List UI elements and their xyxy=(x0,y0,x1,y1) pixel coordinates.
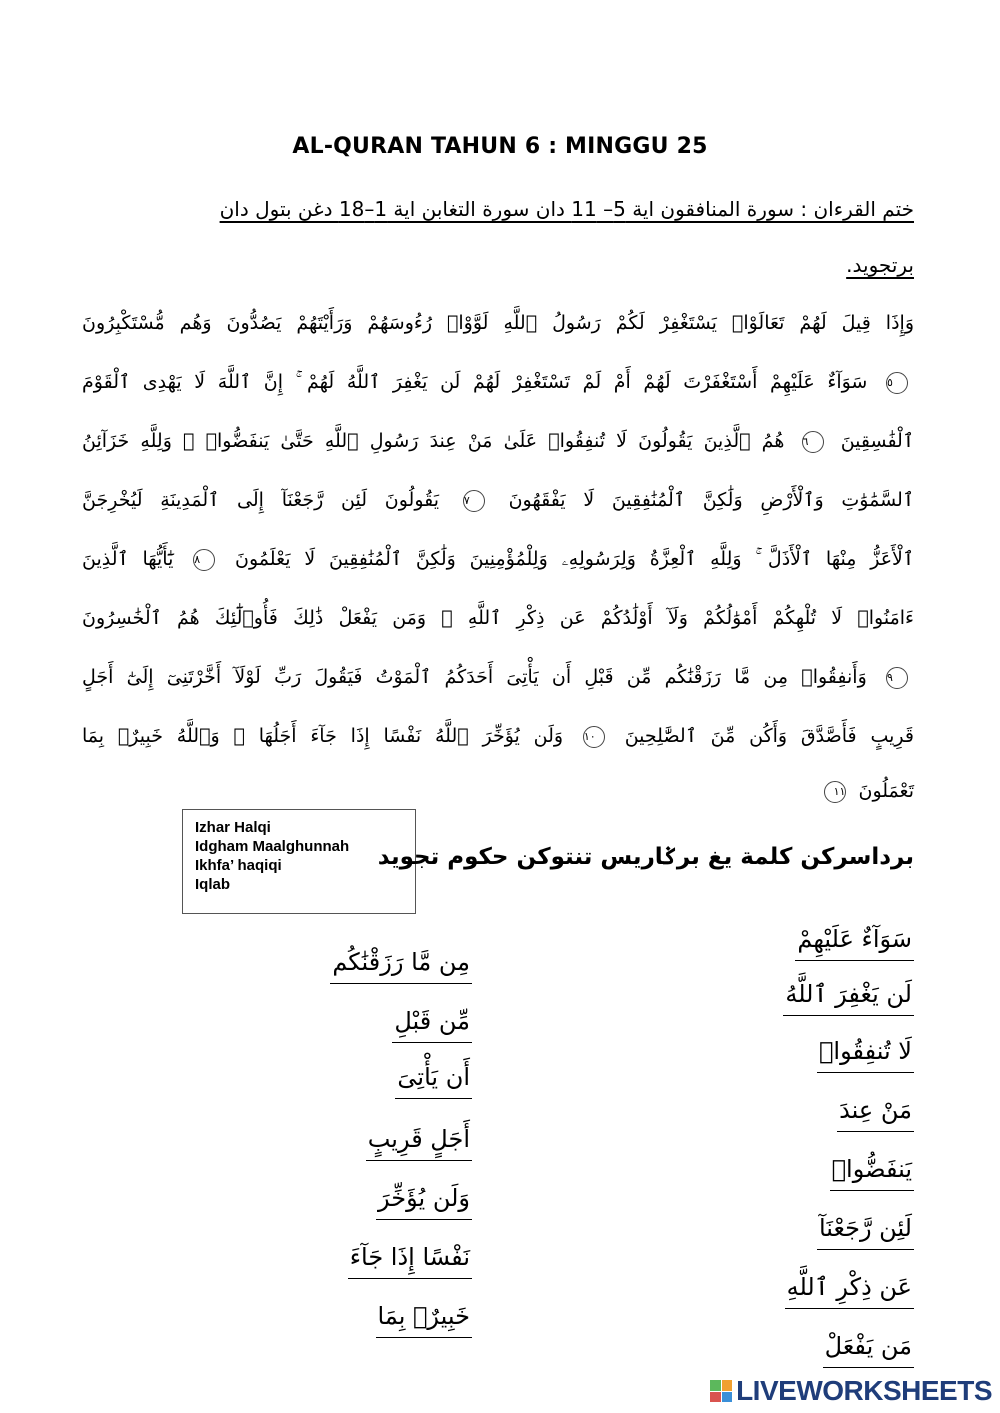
ayah-marker-5: ٥ xyxy=(886,372,908,394)
liveworksheets-brand xyxy=(710,1375,992,1407)
verse-text: يَٰٓأَيُّهَا ٱلَّذِينَ xyxy=(82,548,174,570)
legend-item-ikhfa-haqiqi[interactable]: Ikhfa’ haqiqi xyxy=(195,857,282,874)
verse-text: تَعْمَلُونَ xyxy=(858,780,914,802)
logo-tile-blue xyxy=(722,1392,733,1403)
ayah-marker-6: ٦ xyxy=(802,431,824,453)
verse-line-7 xyxy=(82,666,914,689)
answer-word-7[interactable]: عَن ذِكْرِ ٱللَّهِ xyxy=(785,1270,914,1309)
ayah-marker-11: ١١ xyxy=(824,781,846,803)
page-title: AL-QURAN TAHUN 6 : MINGGU 25 xyxy=(292,134,708,159)
answer-word-5[interactable]: يَنفَضُّوا۟ xyxy=(830,1152,914,1191)
task-heading: برداسركن كلمة يغ برݢاريس تنتوكن حكوم تجويد xyxy=(377,844,914,870)
verse-text: قَرِيبٍ فَأَصَّدَّقَ وَأَكُن مِّنَ ٱلصَّٰلِحِينَ xyxy=(624,725,914,747)
verse-text: وَإِذَا قِيلَ لَهُمْ تَعَالَوْا۟ يَسْتَغْفِرْ لَكُمْ رَسُولُ ٱللَّهِ لَوَّوْا۟ رُءُوسَهُمْ وَرَأَيْتَهُمْ يَصُدُّونَ وَهُم مُّسْتَكْبِرُونَ xyxy=(82,312,914,334)
verse-line-4 xyxy=(82,489,914,512)
answer-word-3[interactable]: لَا تُنفِقُوا۟ xyxy=(817,1034,914,1073)
answer-word-12[interactable]: أَجَلٍ قَرِيبٍ xyxy=(366,1122,472,1161)
instruction-line-1: ختم القرءان : سورة المنافقون اية 5– 11 دان سورة التغابن اية 1–18 دغن بتول دان xyxy=(219,197,914,221)
answer-word-14[interactable]: نَفْسًا إِذَا جَآءَ xyxy=(348,1240,472,1279)
ayah-marker-9: ٩ xyxy=(886,667,908,689)
legend-item-idgham-maalghunnah[interactable]: Idgham Maalghunnah xyxy=(195,838,350,855)
verse-text: وَلَن يُؤَخِّرَ ٱللَّهُ نَفْسًا إِذَا جَآءَ أَجَلُهَا ۚ وَٱللَّهُ خَبِيرٌۢ بِمَا xyxy=(82,725,564,747)
legend-item-iqlab[interactable]: Iqlab xyxy=(195,876,231,893)
answer-word-10[interactable]: مِّن قَبْلِ xyxy=(392,1004,472,1043)
ayah-marker-7: ٧ xyxy=(463,490,485,512)
answer-word-6[interactable]: لَئِن رَّجَعْنَآ xyxy=(817,1211,914,1250)
verse-line-1 xyxy=(82,312,914,334)
answer-word-13[interactable]: وَلَن يُؤَخِّرَ xyxy=(376,1181,472,1220)
verse-line-9 xyxy=(818,780,914,803)
verse-line-5 xyxy=(82,548,914,571)
verse-line-6 xyxy=(82,607,914,629)
verse-text: هُمُ ٱلَّذِينَ يَقُولُونَ لَا تُنفِقُوا۟ عَلَىٰ مَنْ عِندَ رَسُولِ ٱللَّهِ حَتَّىٰ يَنفَضُّوا۟ ۗ وَلِلَّهِ خَزَآئِنُ xyxy=(82,430,785,452)
verse-text: وَأَنفِقُوا۟ مِن مَّا رَزَقْنَٰكُم مِّن قَبْلِ أَن يَأْتِىَ أَحَدَكُمُ ٱلْمَوْتُ فَيَقُولَ رَبِّ لَوْلَآ أَخَّرْتَنِىٓ إِلَىٰٓ أَجَلٍ xyxy=(82,666,867,688)
instruction-line-2: برتجويد. xyxy=(846,253,914,277)
answer-word-11[interactable]: أَن يَأْتِىَ xyxy=(395,1060,472,1099)
verse-text: يَقُولُونَ لَئِن رَّجَعْنَآ إِلَى ٱلْمَدِينَةِ لَيُخْرِجَنَّ xyxy=(82,489,440,511)
verse-text: ٱلسَّمَٰوَٰتِ وَٱلْأَرْضِ وَلَٰكِنَّ ٱلْمُنَٰفِقِينَ لَا يَفْقَهُونَ xyxy=(508,489,914,511)
verse-line-8 xyxy=(82,725,914,748)
answer-word-15[interactable]: خَبِيرٌۢ بِمَا xyxy=(376,1299,472,1338)
logo-tile-orange xyxy=(722,1380,733,1391)
verse-line-3 xyxy=(82,430,914,453)
verse-text: ٱلْفَٰسِقِينَ xyxy=(840,430,914,452)
liveworksheets-wordmark: LIVEWORKSHEETS xyxy=(736,1375,992,1406)
logo-tile-red xyxy=(710,1392,721,1403)
verse-text: سَوَآءٌ عَلَيْهِمْ أَسْتَغْفَرْتَ لَهُمْ أَمْ لَمْ تَسْتَغْفِرْ لَهُمْ لَن يَغْفِرَ ٱللَّهُ لَهُمْ ۚ إِنَّ ٱللَّهَ لَا يَهْدِى ٱلْقَوْمَ xyxy=(82,371,868,393)
logo-tile-green xyxy=(710,1380,721,1391)
legend-item-izhar-halqi[interactable]: Izhar Halqi xyxy=(195,819,271,836)
verse-text: ٱلْأَعَزُّ مِنْهَا ٱلْأَذَلَّ ۚ وَلِلَّهِ ٱلْعِزَّةُ وَلِرَسُولِهِۦ وَلِلْمُؤْمِنِينَ وَلَٰكِنَّ ٱلْمُنَٰفِقِينَ لَا يَعْلَمُونَ xyxy=(235,548,914,570)
ayah-marker-10: ١٠ xyxy=(583,726,605,748)
answer-word-2[interactable]: لَن يَغْفِرَ ٱللَّهُ xyxy=(783,977,914,1016)
answer-word-1[interactable]: سَوَآءٌ عَلَيْهِمْ xyxy=(795,922,914,961)
answer-word-8[interactable]: مَن يَفْعَلْ xyxy=(823,1329,914,1368)
verse-text: ءَامَنُوا۟ لَا تُلْهِكُمْ أَمْوَٰلُكُمْ وَلَآ أَوْلَٰدُكُمْ عَن ذِكْرِ ٱللَّهِ ۚ وَمَن يَفْعَلْ ذَٰلِكَ فَأُو۟لَٰٓئِكَ هُمُ ٱلْخَٰسِرُونَ xyxy=(82,607,914,629)
liveworksheets-logo-icon xyxy=(710,1380,732,1402)
answer-word-4[interactable]: مَنْ عِندَ xyxy=(837,1093,914,1132)
answer-word-9[interactable]: مِن مَّا رَزَقْنَٰكُم xyxy=(330,945,472,984)
ayah-marker-8: ٨ xyxy=(193,549,215,571)
verse-line-2 xyxy=(82,371,914,394)
